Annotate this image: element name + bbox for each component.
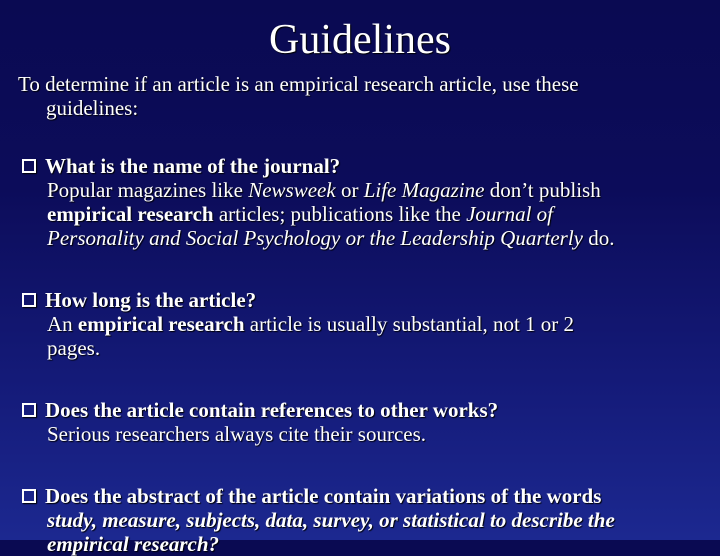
question-text: Does the article contain references to other works? [45,398,499,422]
answer-part: pages. [47,336,101,360]
intro-text [18,72,698,120]
checkbox-bullet-icon [22,489,36,503]
checkbox-bullet-icon [22,159,36,173]
checkbox-bullet-icon [22,293,36,307]
guideline-article-length [22,288,712,360]
question-continuation: study, measure, subjects, data, survey, or statistical to describe the [47,508,615,532]
question-text: How long is the article? [45,288,257,312]
answer-text [22,312,712,360]
answer-part: do. [583,226,615,250]
question-text: Does the abstract of the article contain variations of the words [45,484,602,508]
intro-line-1: To determine if an article is an empirical research article, use these [18,72,579,96]
answer-italic: Life Magazine [363,178,485,202]
question-row [22,398,712,422]
answer-part: article is usually substantial, not 1 or 2 [244,312,575,336]
guideline-references [22,398,712,446]
question-row [22,154,712,178]
answer-part: articles; publications like the [213,202,467,226]
question-continuation: empirical research? [47,532,220,556]
guideline-abstract-words [22,484,712,556]
answer-bold: empirical research [77,312,245,336]
answer-part: or [335,178,364,202]
answer-text: Serious researchers always cite their sources. [47,422,427,446]
answer-part: don’t publish [484,178,601,202]
answer-italic: Journal of [466,202,554,226]
answer-italic: Personality and Social Psychology or the Leadership Quarterly [47,226,584,250]
answer-text [22,178,712,250]
question-row [22,484,712,508]
answer-bold: empirical research [47,202,214,226]
answer-italic: Newsweek [248,178,336,202]
intro-line-2: guidelines: [46,96,139,120]
answer-part: Popular magazines like [47,178,249,202]
answer-part: An [47,312,78,336]
question-row [22,288,712,312]
checkbox-bullet-icon [22,403,36,417]
question-text: What is the name of the journal? [45,154,341,178]
slide-title: Guidelines [269,17,451,63]
guideline-journal-name [22,154,712,250]
